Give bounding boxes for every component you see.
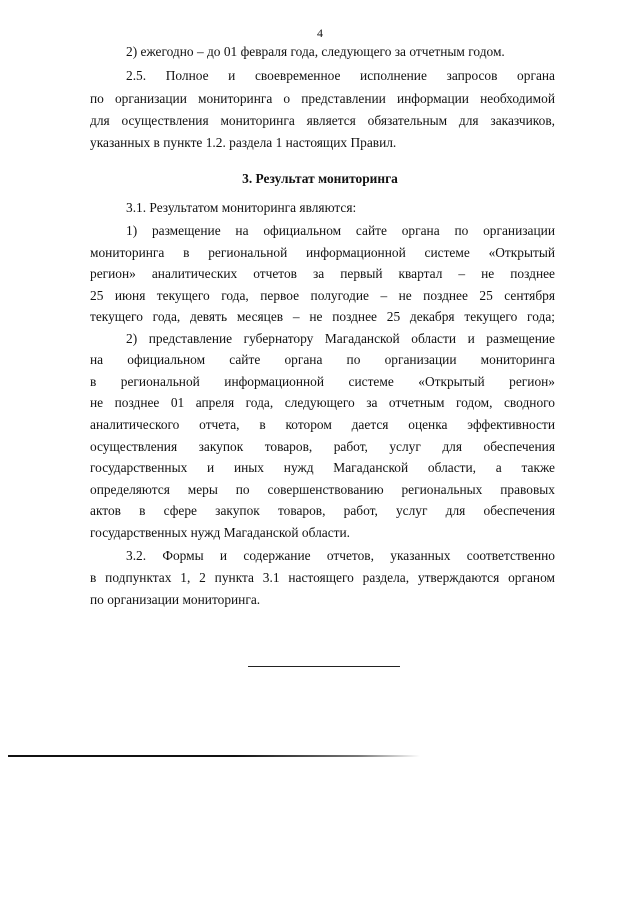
text-line: государственных нужд Магаданской области. (90, 525, 351, 540)
text-line: 2.5. Полное и своевременное исполнение запросов органа (126, 68, 555, 83)
text-line: 1) размещение на официальном сайте органа по организации (126, 223, 555, 238)
end-rule (248, 666, 400, 667)
text-line: определяются меры по совершенствованию региональных правовых (90, 482, 555, 497)
text-line: по организации мониторинга о представлении информации необходимой (90, 91, 555, 106)
text-line: для осуществления мониторинга является обязательным для заказчиков, (90, 113, 555, 128)
text-line: на официальном сайте органа по организации мониторинга (90, 352, 555, 367)
text-line: государственных и иных нужд Магаданской области, а также (90, 460, 555, 475)
text-line: 3.1. Результатом мониторинга являются: (126, 200, 357, 215)
text-line: 2) представление губернатору Магаданской области и размещение (126, 331, 555, 346)
text-line: 2) ежегодно – до 01 февраля года, следующего за отчетным годом. (126, 44, 505, 59)
text-line: текущего года, девять месяцев – не позднее 25 декабря текущего года; (90, 309, 555, 324)
text-line: мониторинга в региональной информационной системе «Открытый (90, 245, 555, 260)
text-line: в региональной информационной системе «Открытый регион» (90, 374, 555, 389)
text-line: по организации мониторинга. (90, 592, 261, 607)
text-line: не позднее 01 апреля года, следующего за отчетным годом, сводного (90, 395, 555, 410)
scan-artifact-line (8, 755, 420, 757)
text-line: актов в сфере закупок товаров, работ, услуг для обеспечения (90, 503, 555, 518)
text-line: аналитического отчета, в котором дается оценка эффективности (90, 417, 555, 432)
text-line: регион» аналитических отчетов за первый квартал – не позднее (90, 266, 555, 281)
text-line: указанных в пункте 1.2. раздела 1 настоящих Правил. (90, 135, 397, 150)
text-line: осуществления закупок товаров, работ, услуг для обеспечения (90, 439, 555, 454)
text-line: в подпунктах 1, 2 пункта 3.1 настоящего раздела, утверждаются органом (90, 570, 555, 585)
page-number: 4 (317, 26, 323, 40)
text-line: 3.2. Формы и содержание отчетов, указанных соответственно (126, 548, 555, 563)
section-heading: 3. Результат мониторинга (242, 171, 398, 186)
text-line: 25 июня текущего года, первое полугодие – не позднее 25 сентября (90, 288, 555, 303)
